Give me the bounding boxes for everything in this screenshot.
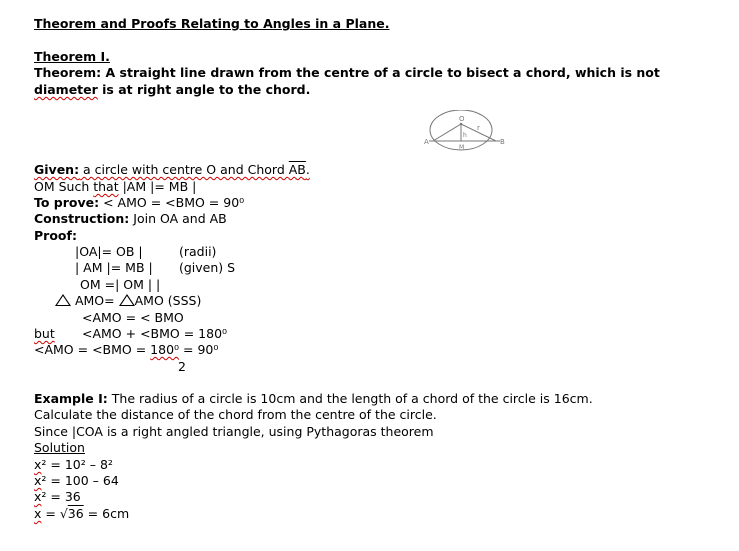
label-b: B: [500, 138, 505, 146]
step4-post: = 6cm: [83, 506, 130, 521]
to-prove-label: To prove:: [34, 195, 100, 210]
theorem-statement-line2: [34, 82, 310, 97]
solution-step3: [34, 489, 81, 504]
proof-row4-left: AMO=: [71, 293, 119, 308]
proof-row2-right: (given) S: [179, 260, 236, 275]
proof-row4-right: AMO (SSS): [134, 293, 202, 308]
solution-step1: [34, 457, 113, 472]
example-text-line1: The radius of a circle is 10cm and the length of a chord of the circle is 16cm.: [107, 391, 593, 406]
centre-point: [460, 123, 462, 125]
proof-row2-left: | AM |= MB |: [75, 260, 153, 275]
to-prove-line: [34, 195, 244, 210]
proof-row1-right: (radii): [179, 244, 217, 259]
given-chord: AB: [288, 162, 306, 177]
proof-row7-post: = 90⁰: [179, 342, 219, 357]
construction-label: Construction:: [34, 211, 130, 226]
step1-rest: ² = 10² – 8²: [41, 457, 113, 472]
theorem-word-diameter: diameter: [34, 82, 98, 97]
given-line: [34, 162, 310, 177]
radius-oa: [433, 124, 461, 141]
om-post: |AM |= MB |: [118, 179, 197, 194]
solution-step4: [34, 506, 129, 521]
given-label: Given:: [34, 162, 80, 177]
step2-rest: ² = 100 – 64: [41, 473, 119, 488]
circle-chord-diagram: [424, 110, 506, 156]
proof-row7-frac: 180⁰: [150, 342, 180, 357]
theorem-label: Theorem:: [34, 65, 102, 80]
step4-x: x: [34, 506, 42, 521]
label-m: M: [459, 144, 465, 151]
example-text-line3: Since |COA is a right angled triangle, using Pythagoras theorem: [34, 424, 434, 439]
proof-row5: <AMO = < BMO: [82, 310, 184, 325]
step4-radicand: 36: [67, 506, 84, 521]
solution-heading: Solution: [34, 440, 85, 455]
proof-row1-left: |OA|= OB |: [75, 244, 143, 259]
given-text: a circle with centre O and Chord: [79, 162, 289, 177]
proof-row7-pre: <AMO = <BMO =: [34, 342, 151, 357]
theorem-heading: Theorem I.: [34, 49, 110, 64]
om-pre: OM Such: [34, 179, 94, 194]
proof-row8: 2: [178, 359, 186, 374]
construction-line: [34, 211, 227, 226]
step3-rest: ² = 36: [41, 489, 81, 504]
step2-x: x: [34, 473, 42, 488]
construction-text: Join OA and AB: [129, 211, 227, 226]
proof-row7: [34, 342, 218, 357]
theorem-statement-line1: [34, 65, 660, 80]
proof-row3: OM =| OM | |: [80, 277, 161, 292]
label-h: h: [463, 132, 467, 139]
proof-row4: [55, 293, 201, 308]
step1-x: x: [34, 457, 42, 472]
example-label: Example I:: [34, 391, 108, 406]
example-text-line2: Calculate the distance of the chord from the centre of the circle.: [34, 407, 437, 422]
proof-label: Proof:: [34, 228, 77, 243]
theorem-text-line1: A straight line drawn from the centre of a circle to bisect a chord, which is not: [101, 65, 660, 80]
example-line1: [34, 391, 593, 406]
step4-pre: = √: [41, 506, 68, 521]
triangle-icon: [119, 294, 135, 306]
label-o: O: [459, 115, 465, 123]
given-dot: .: [305, 162, 310, 177]
om-line: [34, 179, 196, 194]
to-prove-text: < AMO = <BMO = 90⁰: [99, 195, 245, 210]
om-that: that: [93, 179, 119, 194]
triangle-icon: [55, 294, 71, 306]
theorem-text-line2: is at right angle to the chord.: [97, 82, 311, 97]
step3-x: x: [34, 489, 42, 504]
solution-step2: [34, 473, 119, 488]
proof-row6-left: but: [34, 326, 55, 341]
page-title: Theorem and Proofs Relating to Angles in a Plane.: [34, 16, 390, 31]
label-r: r: [477, 124, 480, 132]
label-a: A: [424, 138, 429, 146]
proof-row6-right: <AMO + <BMO = 180⁰: [82, 326, 228, 341]
